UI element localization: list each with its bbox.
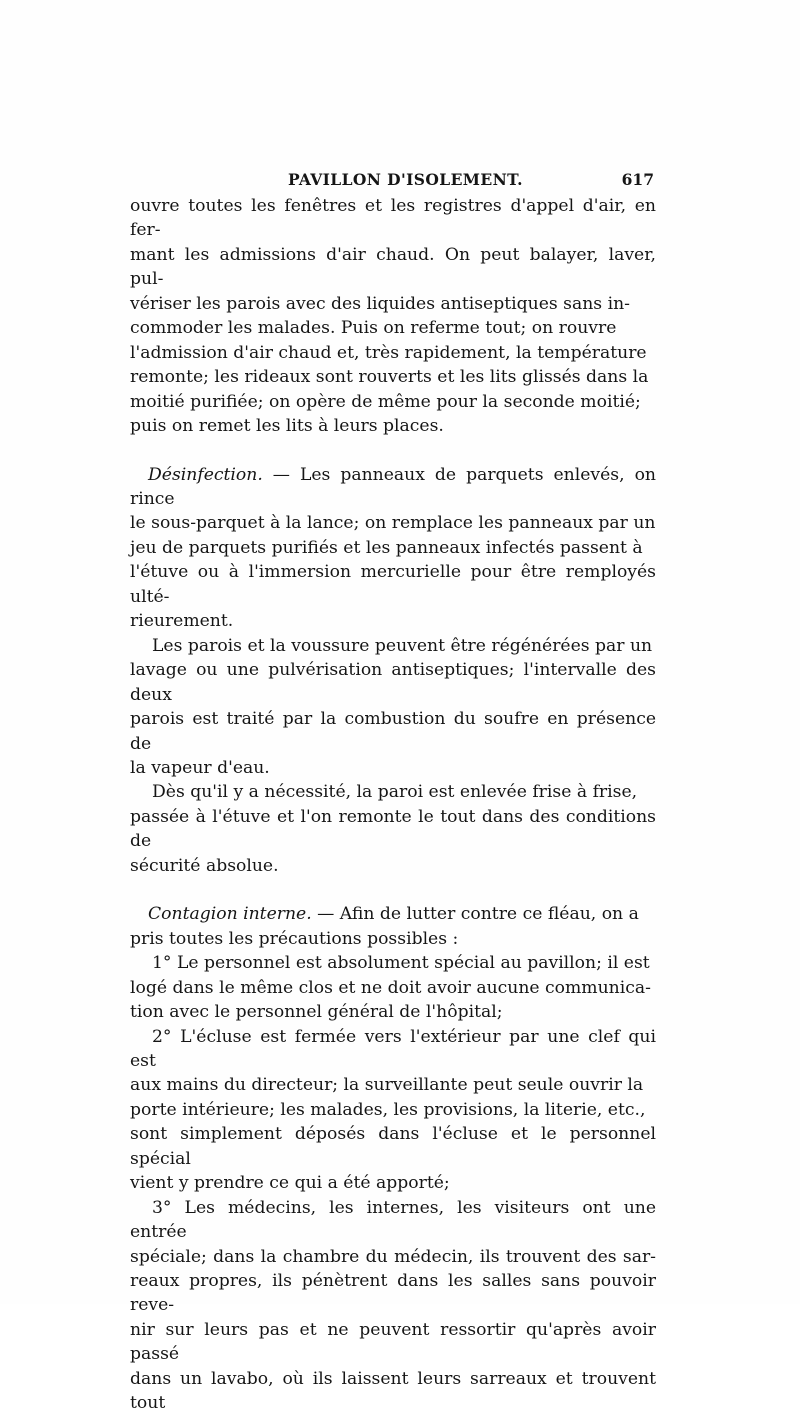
text-line: 1° Le personnel est absolument spécial au pavillon; il est — [152, 953, 650, 974]
text-line: Dès qu'il y a nécessité, la paroi est enlevée frise à frise, — [152, 782, 638, 803]
text-line: lavage ou une pulvérisation antiseptiques; l'intervalle des deux — [130, 660, 656, 705]
text-run: — Les panneaux de parquets enlevés, on rince — [130, 464, 656, 509]
list-item-1 — [130, 951, 656, 1024]
text-line: 3° Les médecins, les internes, les visiteurs ont une entrée — [130, 1197, 656, 1243]
text-line — [130, 463, 656, 512]
paragraph-ventilation — [130, 194, 656, 439]
text-line: jeu de parquets purifiés et les panneaux infectés passent à — [130, 537, 643, 558]
text-line: la vapeur d'eau. — [130, 757, 270, 778]
text-line: tion avec le personnel général de l'hôpital; — [130, 1002, 503, 1023]
list-item-3 — [130, 1196, 656, 1416]
text-line: rieurement. — [130, 611, 234, 632]
paragraph-desinfection — [130, 463, 656, 634]
text-line: moitié purifiée; on opère de même pour la seconde moitié; — [130, 391, 641, 412]
list-item-2 — [130, 1025, 656, 1196]
text-line: mant les admissions d'air chaud. On peut balayer, laver, pul- — [130, 244, 656, 290]
running-title: PAVILLON D'ISOLEMENT. — [288, 170, 523, 189]
text-line: passée à l'étuve et l'on remonte le tout dans des conditions de — [130, 806, 656, 852]
section-heading-desinfection: Désinfection. — [148, 464, 263, 485]
paragraph-frise — [130, 780, 656, 878]
page-number: 617 — [621, 170, 654, 189]
text-line: vériser les parois avec des liquides antiseptiques sans in- — [130, 293, 630, 314]
text-line: vient y prendre ce qui a été apporté; — [130, 1173, 450, 1194]
text-line: puis on remet les lits à leurs places. — [130, 416, 444, 437]
body-text — [130, 194, 656, 1416]
text-line: remonte; les rideaux sont rouverts et les lits glissés dans la — [130, 367, 649, 388]
text-line: sécurité absolue. — [130, 855, 279, 876]
text-line: spéciale; dans la chambre du médecin, ils trouvent des sar- — [130, 1246, 656, 1267]
text-line: porte intérieure; les malades, les provisions, la literie, etc., — [130, 1099, 646, 1120]
text-line: sont simplement déposés dans l'écluse et le personnel spécial — [130, 1124, 656, 1169]
text-line: ouvre toutes les fenêtres et les registres d'appel d'air, en fer- — [130, 196, 656, 241]
paragraph-parois — [130, 634, 656, 781]
text-line: aux mains du directeur; la surveillante peut seule ouvrir la — [130, 1075, 644, 1096]
text-line: 2° L'écluse est fermée vers l'extérieur par une clef qui est — [130, 1026, 656, 1071]
running-head — [130, 170, 656, 194]
text-run: — Afin de lutter contre ce fléau, on a — [311, 904, 639, 925]
text-line: parois est traité par la combustion du soufre en présence de — [130, 709, 656, 754]
section-heading-contagion: Contagion interne. — [148, 904, 312, 925]
text-line: pris toutes les précautions possibles : — [130, 928, 459, 949]
text-line: l'étuve ou à l'immersion mercurielle pour être remployés ulté- — [130, 562, 656, 607]
text-line: logé dans le même clos et ne doit avoir aucune communica- — [130, 977, 651, 998]
text-line: nir sur leurs pas et ne peuvent ressortir qu'après avoir passé — [130, 1319, 656, 1365]
text-line: Les parois et la voussure peuvent être régénérées par un — [152, 635, 653, 656]
text-line: le sous-parquet à la lance; on remplace les panneaux par un — [130, 513, 656, 534]
text-line — [130, 902, 656, 926]
text-line: reaux propres, ils pénètrent dans les salles sans pouvoir reve- — [130, 1271, 656, 1316]
text-line: commoder les malades. Puis on referme tout; on rouvre — [130, 318, 617, 339]
text-line: l'admission d'air chaud et, très rapidement, la température — [130, 342, 647, 363]
paragraph-contagion — [130, 902, 656, 951]
text-line: dans un lavabo, où ils laissent leurs sarreaux et trouvent tout — [130, 1368, 656, 1414]
